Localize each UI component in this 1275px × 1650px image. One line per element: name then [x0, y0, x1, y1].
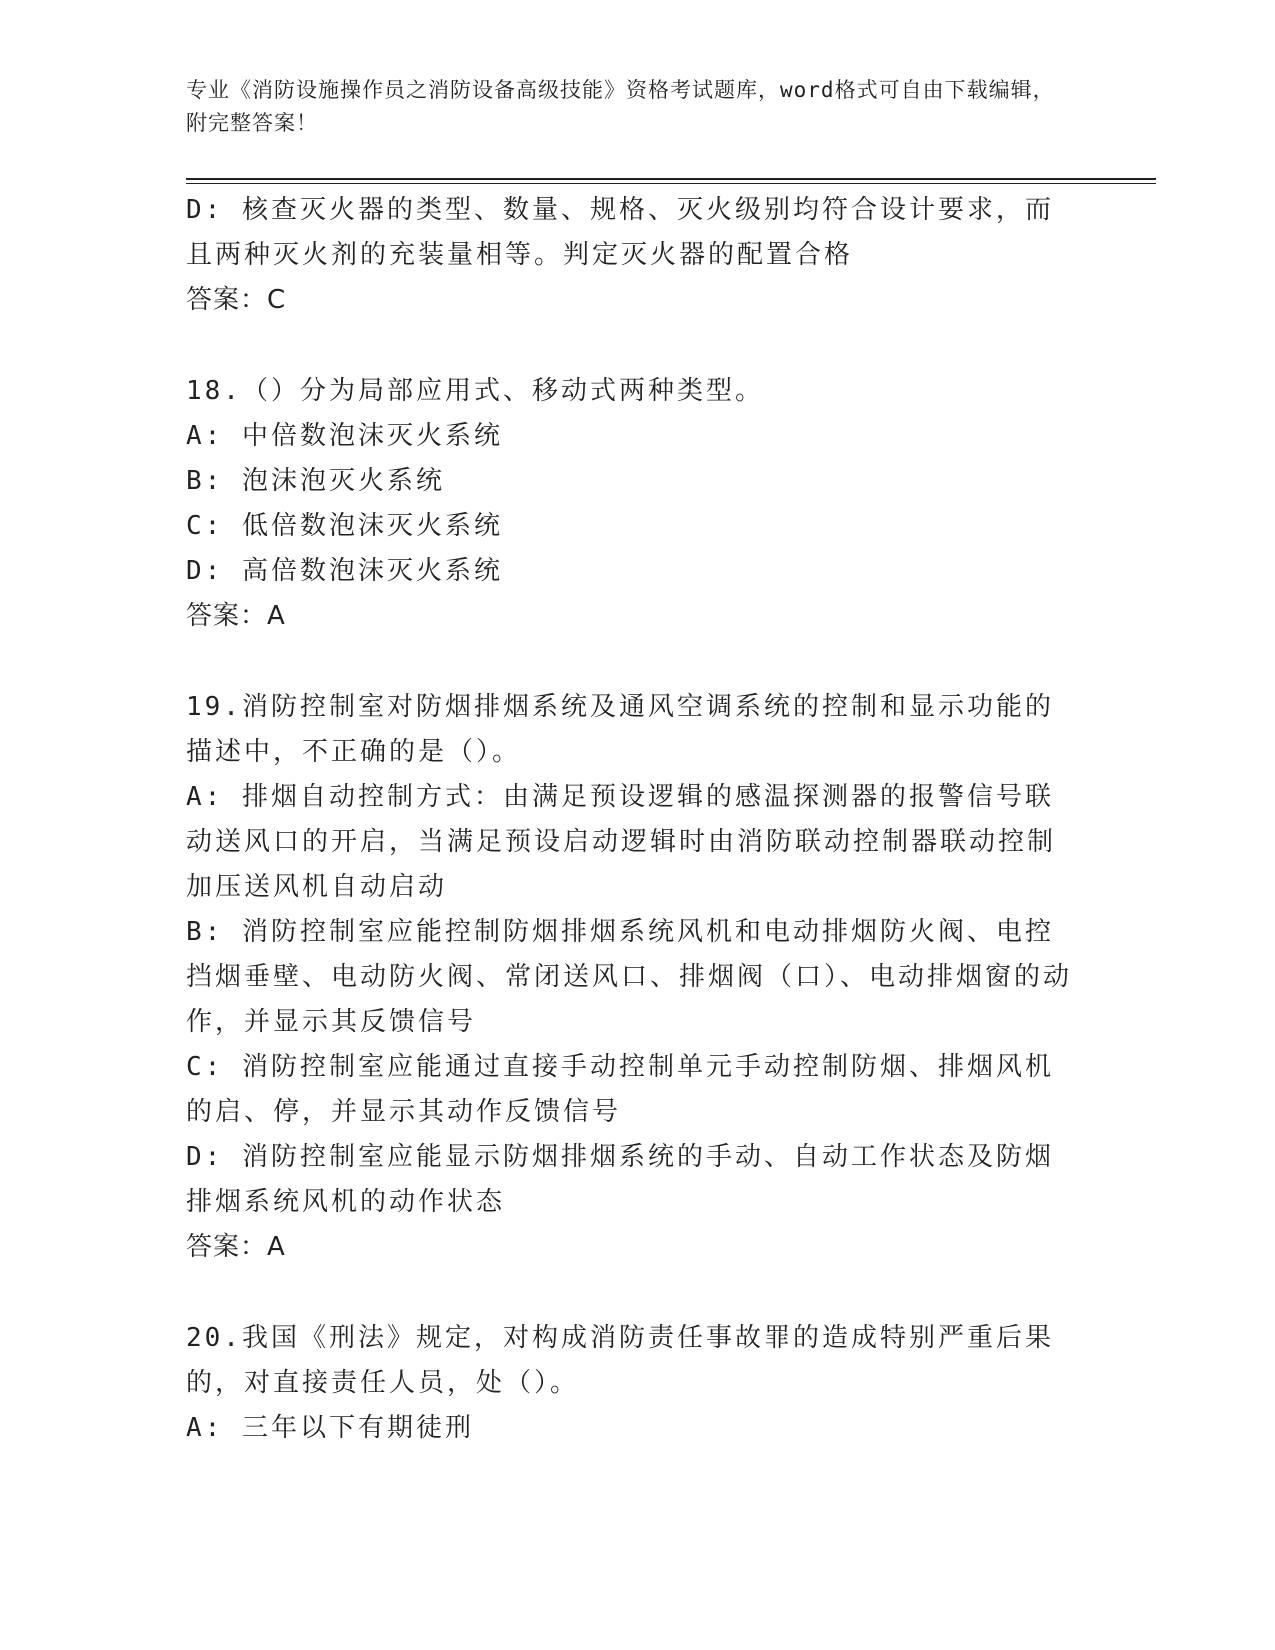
option-d: D: 消防控制室应能显示防烟排烟系统的手动、自动工作状态及防烟排烟系统风机的动作状态	[186, 1142, 1054, 1217]
option-c: C: 低倍数泡沫灭火系统	[186, 511, 503, 541]
option-d: D: 核查灭火器的类型、数量、规格、灭火级别均符合设计要求，而且两种灭火剂的充装量相等。判定灭火器的配置合格	[186, 195, 1054, 270]
option-a: A: 中倍数泡沫灭火系统	[186, 421, 503, 451]
header-rule-thin	[186, 183, 1156, 184]
option-b: B: 消防控制室应能控制防烟排烟系统风机和电动排烟防火阀、电控挡烟垂壁、电动防火阀、常闭送风口、排烟阀（口）、电动排烟窗的动作，并显示其反馈信号	[186, 917, 1073, 1037]
previous-question-block	[186, 188, 1076, 323]
header-rule-thick	[186, 178, 1156, 180]
question-text: 19.消防控制室对防烟排烟系统及通风空调系统的控制和显示功能的描述中，不正确的是（）。	[186, 692, 1054, 767]
question-text: 20.我国《刑法》规定，对构成消防责任事故罪的造成特别严重后果的，对直接责任人员，处（）。	[186, 1323, 1054, 1398]
question-spacer	[186, 323, 1076, 369]
question-spacer	[186, 1270, 1076, 1316]
question-spacer	[186, 639, 1076, 685]
question-20	[186, 1316, 1076, 1451]
question-content	[186, 188, 1076, 1451]
question-18	[186, 369, 1076, 639]
document-header: 专业《消防设施操作员之消防设备高级技能》资格考试题库，word格式可自由下载编辑，附完整答案！	[186, 78, 1055, 135]
answer-line: 答案：A	[186, 1232, 286, 1262]
option-d: D: 高倍数泡沫灭火系统	[186, 556, 503, 586]
answer-line: 答案：A	[186, 601, 286, 631]
option-a: A: 三年以下有期徒刑	[186, 1413, 474, 1443]
option-a: A: 排烟自动控制方式：由满足预设逻辑的感温探测器的报警信号联动送风口的开启，当满足预设启动逻辑时由消防联动控制器联动控制加压送风机自动启动	[186, 782, 1057, 902]
question-19	[186, 685, 1076, 1270]
option-c: C: 消防控制室应能通过直接手动控制单元手动控制防烟、排烟风机的启、停，并显示其动作反馈信号	[186, 1052, 1054, 1127]
option-b: B: 泡沫泡灭火系统	[186, 466, 445, 496]
answer-line: 答案：C	[186, 285, 287, 315]
question-text: 18.（）分为局部应用式、移动式两种类型。	[186, 376, 764, 406]
